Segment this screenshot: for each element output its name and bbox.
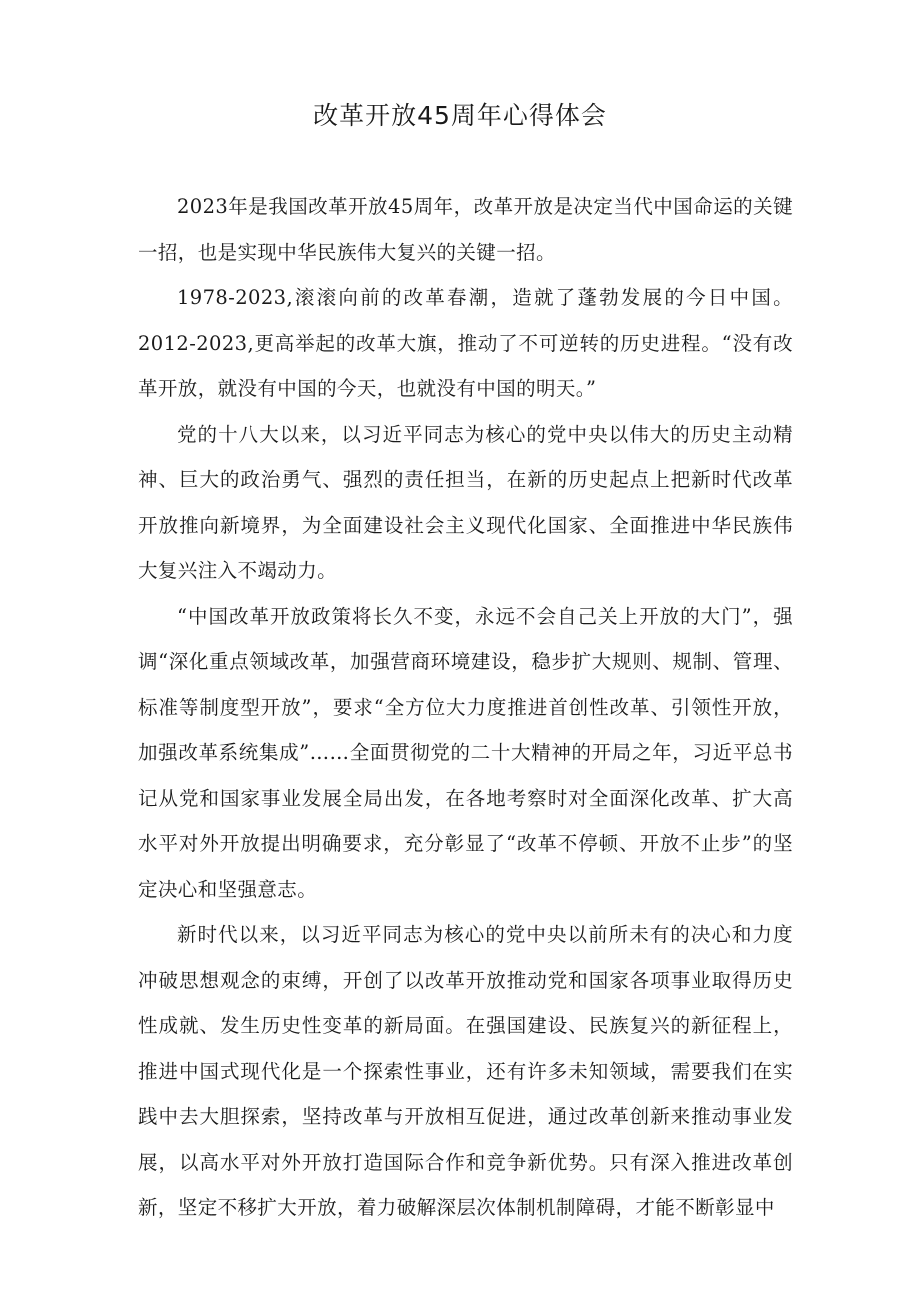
document-body: [138, 184, 793, 1231]
paragraph-4: “中国改革开放政策将长久不变，永远不会自己关上开放的大门”，强调“深化重点领域改革，加强营商环境建设，稳步扩大规则、规制、管理、标准等制度型开放”，要求“全方位大力度推进首创性改革、引领性开放，加强改革系统集成”……全面贯彻党的二十大精神的开局之年，习近平总书记从党和国家事业发展全局出发，在各地考察时对全面深化改革、扩大高水平对外开放提出明确要求，充分彰显了“改革不停顿、开放不止步”的坚定决心和坚强意志。: [138, 604, 793, 901]
paragraph-2: 1978-2023,滚滚向前的改革春潮，造就了蓬勃发展的今日中国。2012-2023,更高举起的改革大旗，推动了不可逆转的历史进程。“没有改革开放，就没有中国的今天，也就没有中国的明天。”: [138, 286, 793, 400]
paragraph-5: 新时代以来，以习近平同志为核心的党中央以前所未有的决心和力度冲破思想观念的束缚，开创了以改革开放推动党和国家各项事业取得历史性成就、发生历史性变革的新局面。在强国建设、民族复兴的新征程上，推进中国式现代化是一个探索性事业，还有许多未知领域，需要我们在实践中去大胆探索，坚持改革与开放相互促进，通过改革创新来推动事业发展，以高水平对外开放打造国际合作和竞争新优势。只有深入推进改革创新，坚定不移扩大开放，着力破解深层次体制机制障碍，才能不断彰显中: [138, 923, 793, 1219]
document-title: 改革开放45周年心得体会: [313, 101, 607, 130]
paragraph-3: 党的十八大以来，以习近平同志为核心的党中央以伟大的历史主动精神、巨大的政治勇气、强烈的责任担当，在新的历史起点上把新时代改革开放推向新境界，为全面建设社会主义现代化国家、全面推进中华民族伟大复兴注入不竭动力。: [138, 422, 793, 582]
paragraph-1: 2023年是我国改革开放45周年，改革开放是决定当代中国命运的关键一招，也是实现中华民族伟大复兴的关键一招。: [138, 195, 793, 264]
